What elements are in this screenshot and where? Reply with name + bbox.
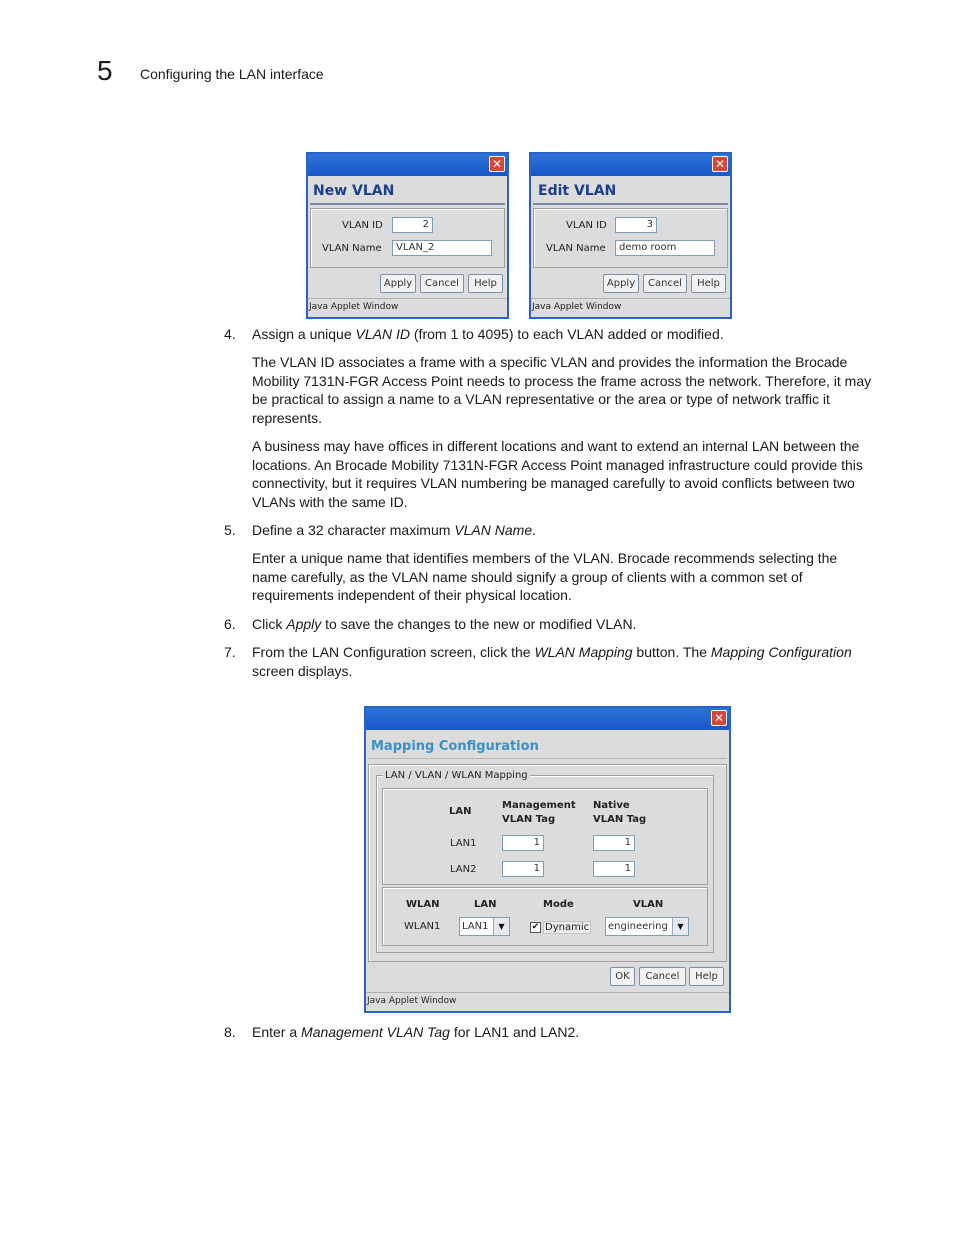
native-vlan-tag-header bbox=[593, 799, 646, 827]
text-run: From the LAN Configuration screen, click the bbox=[252, 644, 535, 660]
emphasis-apply: Apply bbox=[286, 616, 322, 632]
dynamic-mode-checkbox[interactable]: ✔ bbox=[531, 922, 540, 932]
chevron-down-icon[interactable]: ▼ bbox=[493, 918, 509, 935]
vlan-name-label: VLAN Name bbox=[322, 243, 382, 254]
wlan1-lan-select[interactable] bbox=[459, 917, 510, 936]
title-bar[interactable] bbox=[531, 154, 730, 176]
step-text bbox=[252, 325, 870, 344]
title-separator bbox=[310, 203, 505, 205]
vlan-id-label: VLAN ID bbox=[342, 220, 383, 231]
vlan-column-header: VLAN bbox=[633, 899, 664, 910]
status-bar: Java Applet Window bbox=[531, 298, 730, 317]
step-number: 7. bbox=[224, 644, 236, 660]
title-bar[interactable] bbox=[366, 708, 729, 730]
mapping-configuration-dialog bbox=[364, 706, 731, 1013]
management-vlan-tag-header bbox=[502, 799, 576, 827]
dynamic-mode-label: Dynamic bbox=[545, 922, 590, 933]
step-text bbox=[252, 643, 870, 680]
vlan-name-input[interactable]: demo room bbox=[615, 240, 715, 256]
dialog-title: New VLAN bbox=[313, 183, 395, 199]
close-icon[interactable]: ✕ bbox=[712, 156, 728, 172]
text-run: (from 1 to 4095) to each VLAN added or modified. bbox=[410, 326, 724, 342]
header-line: Management bbox=[502, 800, 576, 811]
ok-button[interactable]: OK bbox=[610, 967, 635, 986]
text-run: Assign a unique bbox=[252, 326, 356, 342]
vlan-name-label: VLAN Name bbox=[546, 243, 606, 254]
wlan-lan-column-header: LAN bbox=[474, 899, 497, 910]
lan-column-header: LAN bbox=[449, 806, 472, 817]
chapter-number: 5 bbox=[97, 55, 113, 86]
emphasis-wlan-mapping: WLAN Mapping bbox=[534, 644, 633, 660]
apply-button[interactable]: Apply bbox=[380, 274, 416, 293]
text-run: Define a 32 character maximum bbox=[252, 522, 455, 538]
emphasis-management-vlan-tag: Management VLAN Tag bbox=[301, 1024, 450, 1040]
header-line: Native bbox=[593, 800, 630, 811]
mode-column-header: Mode bbox=[543, 899, 574, 910]
close-icon[interactable]: ✕ bbox=[489, 156, 505, 172]
chevron-down-icon[interactable]: ▼ bbox=[672, 918, 688, 935]
step-number: 6. bbox=[224, 616, 236, 632]
dialog-title: Mapping Configuration bbox=[371, 739, 539, 754]
text-run: Enter a bbox=[252, 1024, 302, 1040]
wlan1-vlan-select[interactable] bbox=[605, 917, 689, 936]
vlan-id-label: VLAN ID bbox=[566, 220, 607, 231]
cancel-button[interactable]: Cancel bbox=[420, 274, 464, 293]
title-separator bbox=[533, 203, 728, 205]
step-number: 5. bbox=[224, 522, 236, 538]
emphasis-mapping-configuration: Mapping Configuration bbox=[710, 644, 852, 660]
lan1-native-vlan-tag-input[interactable]: 1 bbox=[593, 835, 635, 851]
cancel-button[interactable]: Cancel bbox=[639, 967, 686, 986]
selected-value: engineering bbox=[608, 921, 668, 932]
close-icon[interactable]: ✕ bbox=[711, 710, 727, 726]
wlan-column-header: WLAN bbox=[406, 899, 440, 910]
title-bar[interactable] bbox=[308, 154, 507, 176]
chapter-title: Configuring the LAN interface bbox=[140, 66, 324, 82]
vlan-name-input[interactable]: VLAN_2 bbox=[392, 240, 492, 256]
text-run: to save the changes to the new or modified VLAN. bbox=[321, 616, 637, 632]
new-vlan-dialog bbox=[306, 152, 509, 319]
help-button[interactable]: Help bbox=[691, 274, 726, 293]
step-text bbox=[252, 615, 870, 634]
help-button[interactable]: Help bbox=[689, 967, 724, 986]
help-button[interactable]: Help bbox=[468, 274, 503, 293]
text-run: for LAN1 and LAN2. bbox=[449, 1024, 580, 1040]
step-number: 8. bbox=[224, 1024, 236, 1040]
lan2-native-vlan-tag-input[interactable]: 1 bbox=[593, 861, 635, 877]
text-run: Click bbox=[252, 616, 287, 632]
selected-value: LAN1 bbox=[462, 921, 489, 932]
vlan-id-input[interactable]: 3 bbox=[615, 217, 657, 233]
mapping-group-label: LAN / VLAN / WLAN Mapping bbox=[385, 770, 528, 781]
emphasis-vlan-name: VLAN Name bbox=[454, 522, 533, 538]
title-separator bbox=[368, 758, 727, 759]
apply-button[interactable]: Apply bbox=[603, 274, 639, 293]
paragraph-vlan-name: Enter a unique name that identifies members of the VLAN. Brocade recommends selecting the name carefully, as the VLAN name should signify a group of clients with a common set of requirements independent of their physical location. bbox=[252, 550, 838, 604]
lan1-label: LAN1 bbox=[450, 838, 477, 849]
paragraph-vlan-id-purpose: The VLAN ID associates a frame with a specific VLAN and provides the information the Brocade Mobility 7131N-FGR Access Point needs to process the frame across the network. Therefore, it may be practical to assign a name to a VLAN representative or the area or type of network traffic it represents. bbox=[252, 354, 872, 427]
lan1-management-vlan-tag-input[interactable]: 1 bbox=[502, 835, 544, 851]
cancel-button[interactable]: Cancel bbox=[643, 274, 687, 293]
text-run: screen displays. bbox=[252, 662, 353, 679]
header-line: VLAN Tag bbox=[593, 814, 647, 825]
step-text bbox=[252, 521, 870, 540]
lan2-management-vlan-tag-input[interactable]: 1 bbox=[502, 861, 544, 877]
text-run: button. The bbox=[632, 644, 711, 660]
vlan-id-input[interactable]: 2 bbox=[392, 217, 433, 233]
step-text bbox=[252, 1023, 870, 1042]
dialog-title: Edit VLAN bbox=[538, 183, 617, 199]
status-bar: Java Applet Window bbox=[366, 992, 729, 1011]
wlan1-label: WLAN1 bbox=[404, 921, 441, 932]
status-bar: Java Applet Window bbox=[308, 298, 507, 317]
edit-vlan-dialog bbox=[529, 152, 732, 319]
step-number: 4. bbox=[224, 326, 236, 342]
lan2-label: LAN2 bbox=[450, 864, 477, 875]
header-line: VLAN Tag bbox=[502, 814, 556, 825]
text-run: . bbox=[532, 522, 537, 538]
paragraph-vlan-business: A business may have offices in different locations and want to extend an internal LAN between the locations. An Brocade Mobility 7131N-FGR Access Point managed infrastructure could provide this connectivity, but it requires VLAN numbering be managed carefully to avoid conflicts between two VLANs with the same ID. bbox=[252, 438, 863, 511]
emphasis-vlan-id: VLAN ID bbox=[355, 326, 410, 342]
